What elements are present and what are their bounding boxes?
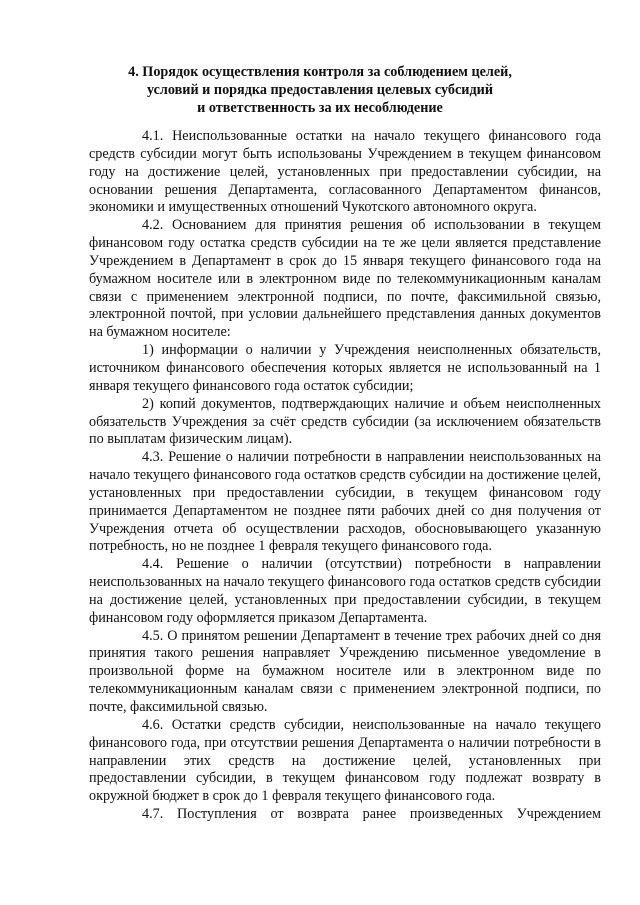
- paragraph-4-6: 4.6. Остатки средств субсидии, неиспользованные на начало текущего финансового года, при отсутствии решения Департамента о наличии потребности в направлении этих средств на достижение целей, установленных при предоставлении субсидии, в текущем финансовом году подлежат возврату в окружной бюджет в срок до 1 февраля текущего финансового года.: [89, 716, 601, 805]
- section-heading-line: условий и порядка предоставления целевых субсидий: [146, 82, 494, 98]
- paragraph-4-4: 4.4. Решение о наличии (отсутствии) потребности в направлении неиспользованных на начало текущего финансового года остатков средств субсидии на достижение целей, установленных при предоставлении субсидии, в текущем финансовом году оформляется приказом Департамента.: [89, 556, 601, 626]
- list-item-2: 2) копий документов, подтверждающих наличие и объем неисполненных обязательств Учреждения за счёт средств субсидии (за исключением обязательств по выплатам физическим лицам).: [89, 395, 601, 448]
- paragraph-4-3: 4.3. Решение о наличии потребности в направлении неиспользованных на начало текущего финансового года остатков средств субсидии на достижение целей, установленных при предоставлении субсидии, в текущем финансовом году принимается Департаментом не позднее пяти рабочих дней со дня получения от Учреждения отчета об осуществлении расходов, обосновывающего указанную потребность, но не позднее 1 февраля текущего финансового года.: [89, 449, 601, 555]
- paragraph-4-7: 4.7. Поступления от возврата ранее произведенных Учреждением: [142, 806, 601, 823]
- section-heading-line: 4. Порядок осуществления контроля за соблюдением целей,: [128, 64, 512, 80]
- paragraph-4-2: 4.2. Основанием для принятия решения об использовании в текущем финансовом году остатка средств субсидии на те же цели является представление Учреждением в Департамент в срок до 15 января текущего финансового года на бумажном носителе или в электронном виде по телекоммуникационным каналам связи с применением электронной подписи, по почте, факсимильной связью, электронной почтой, при условии дальнейшего представления данных документов на бумажном носителе:: [89, 217, 601, 341]
- section-heading-line: и ответственность за их несоблюдение: [197, 100, 443, 116]
- paragraph-4-1: 4.1. Неиспользованные остатки на начало текущего финансового года средств субсидии могут быть использованы Учреждением в текущем финансовом году на достижение целей, установленных при предоставлении субсидии, на основании решения Департамента, согласованного Департаментом финансов, экономики и имущественных отношений Чукотского автономного округа.: [89, 128, 601, 216]
- paragraph-4-5: 4.5. О принятом решении Департамент в течение трех рабочих дней со дня принятия такого решения направляет Учреждению письменное уведомление в произвольной форме на бумажном носителе или в электронном виде по телекоммуникационным каналам связи с применением электронной подписи, по почте, факсимильной связью.: [89, 627, 601, 715]
- list-item-1: 1) информации о наличии у Учреждения неисполненных обязательств, источником финансового обеспечения которых является не использованный на 1 января текущего финансового года остаток субсидии;: [89, 342, 601, 394]
- section-heading: [90, 63, 550, 117]
- section-body: [89, 128, 601, 824]
